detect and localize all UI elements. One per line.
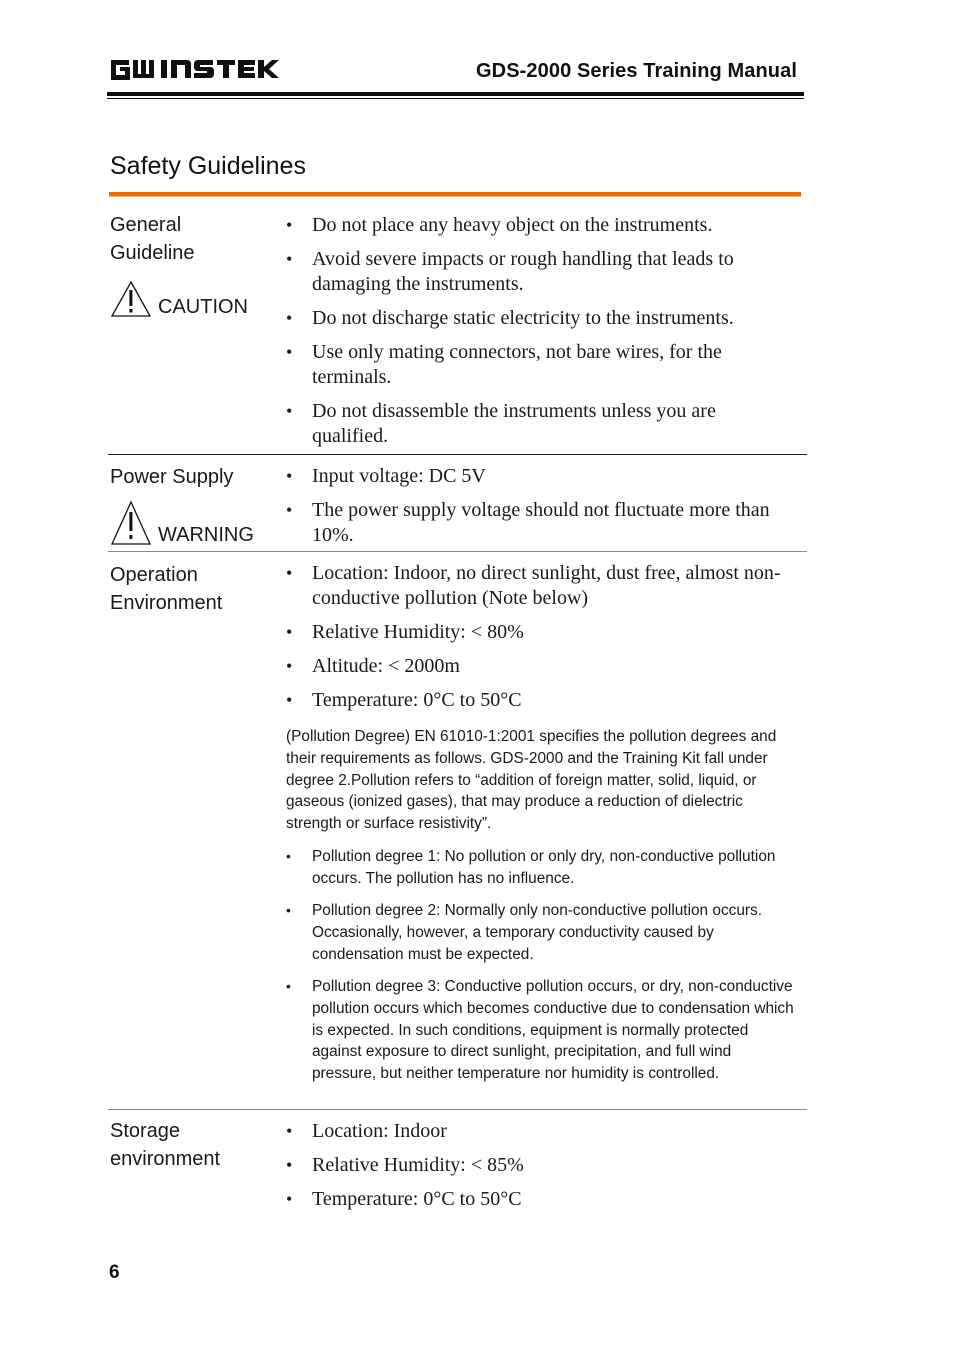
list-item: • Avoid severe impacts or rough handling that leads to damaging the instruments.	[286, 247, 796, 297]
list-item: • Relative Humidity: < 85%	[286, 1153, 796, 1178]
general-guideline-label: General Guideline	[110, 214, 195, 264]
list-item: • Input voltage: DC 5V	[286, 464, 796, 489]
list-item: • Location: Indoor	[286, 1119, 796, 1144]
row-divider	[108, 551, 807, 552]
document-title: GDS-2000 Series Training Manual	[476, 60, 797, 82]
list-item: • The power supply voltage should not fluctuate more than 10%.	[286, 498, 796, 548]
gw-instek-logo	[109, 56, 279, 82]
general-guideline-list	[286, 213, 796, 458]
list-item: • Use only mating connectors, not bare wires, for the terminals.	[286, 340, 796, 390]
row-divider	[108, 1109, 807, 1110]
row-divider	[108, 454, 807, 455]
list-item: • Temperature: 0°C to 50°C	[286, 688, 796, 713]
list-item: • Location: Indoor, no direct sunlight, dust free, almost non-conductive pollution (Note below)	[286, 561, 796, 611]
list-item: • Do not disassemble the instruments unless you are qualified.	[286, 399, 796, 449]
list-item: • Pollution degree 2: Normally only non-conductive pollution occurs. Occasionally, however, a temporary conductivity caused by condensation must be expected.	[286, 900, 798, 965]
storage-environment-list	[286, 1119, 796, 1221]
list-item: • Relative Humidity: < 80%	[286, 620, 796, 645]
storage-environment-label: Storage environment	[110, 1120, 221, 1170]
header-rule-thin	[107, 98, 804, 99]
list-item: • Pollution degree 1: No pollution or only dry, non-conductive pollution occurs. The pollution has no influence.	[286, 846, 798, 890]
pollution-degree-note: (Pollution Degree) EN 61010-1:2001 specifies the pollution degrees and their requirements as follows. GDS-2000 and the Training Kit fall under degree 2.Pollution refers to “addition of foreign matter, solid, liquid, or gaseous (ionized gases), that may produce a reduction of dielectric strength or surface resistivity”.	[286, 728, 777, 833]
power-supply-list	[286, 464, 796, 557]
section-underline	[109, 192, 801, 196]
list-item: • Altitude: < 2000m	[286, 654, 796, 679]
operation-environment-label: Operation Environment	[110, 564, 223, 614]
header-rule	[107, 92, 804, 96]
caution-alert	[110, 280, 248, 318]
warning-triangle-icon	[110, 280, 152, 318]
list-item: • Do not discharge static electricity to the instruments.	[286, 306, 796, 331]
section-title: Safety Guidelines	[110, 152, 306, 180]
pollution-degree-list	[286, 846, 798, 1095]
list-item: • Pollution degree 3: Conductive pollution occurs, or dry, non-conductive pollution occurs which becomes conductive due to condensation which is expected. In such conditions, equipment is normally protected against exposure to direct sunlight, precipitation, and full wind pressure, but neither temperature nor humidity is controlled.	[286, 976, 798, 1085]
list-item: • Temperature: 0°C to 50°C	[286, 1187, 796, 1212]
warning-triangle-icon	[110, 500, 152, 546]
operation-environment-list	[286, 561, 796, 722]
warning-alert	[110, 500, 254, 546]
warning-label: WARNING	[158, 524, 254, 546]
page-number: 6	[109, 1262, 120, 1283]
caution-label: CAUTION	[158, 296, 248, 318]
list-item: • Do not place any heavy object on the instruments.	[286, 213, 796, 238]
power-supply-label: Power Supply	[110, 466, 234, 488]
